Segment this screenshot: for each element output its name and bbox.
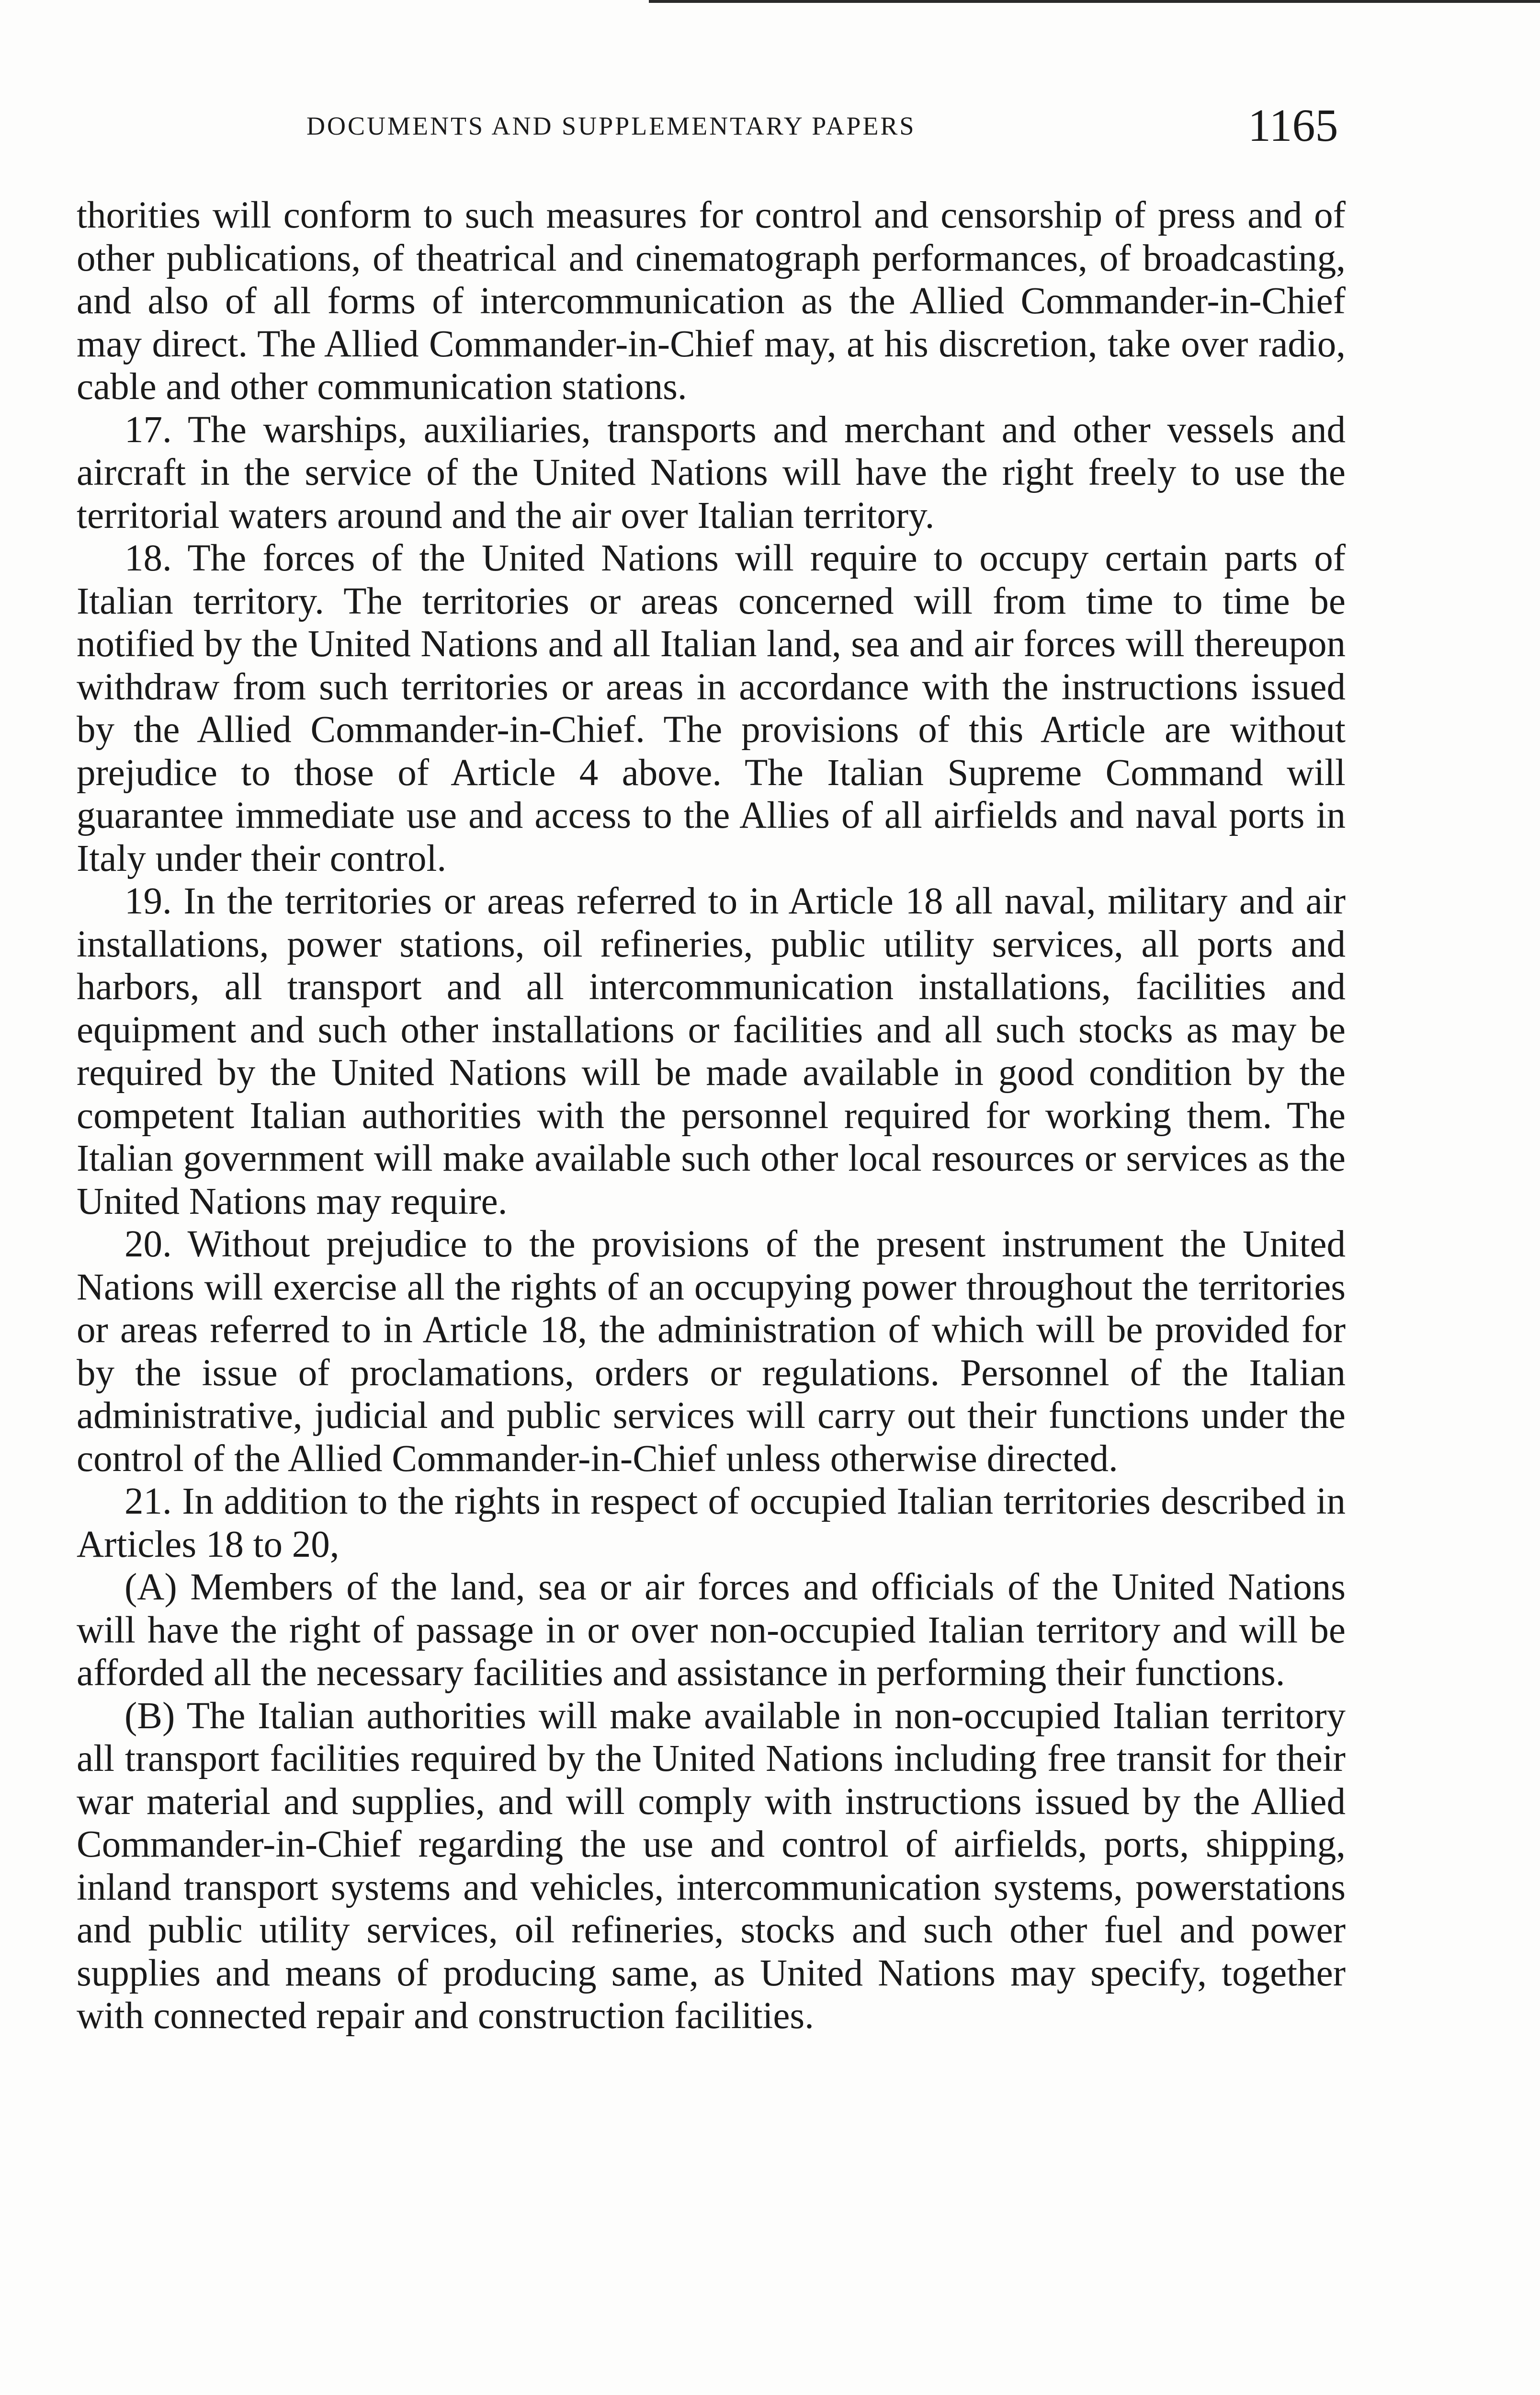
- paragraph-article-18: 18. The forces of the United Nations will require to occupy certain parts of Italian territory. The territories or areas concerned will from time to time be notified by the United Nations and all Italian land, sea and air forces will thereupon withdraw from such territories or areas in accordance with the instructions issued by the Allied Commander-in-Chief. The provisions of this Article are without prejudice to those of Article 4 above. The Italian Supreme Command will guarantee immediate use and access to the Allies of all airfields and naval ports in Italy under their control.: [77, 537, 1346, 879]
- page-number: 1165: [1248, 100, 1338, 151]
- body-text: [77, 194, 1346, 2038]
- paragraph-article-21: 21. In addition to the rights in respect of occupied Italian territories described in Articles 18 to 20,: [77, 1481, 1346, 1565]
- running-head: DOCUMENTS AND SUPPLEMENTARY PAPERS: [306, 112, 916, 140]
- paragraph-article-21-b: (B) The Italian authorities will make available in non-occupied Italian territory all transport facilities required by the United Nations including free transit for their war material and supplies, and will comply with instructions issued by the Allied Commander-in-Chief regarding the use and control of airfields, ports, shipping, inland transport systems and vehicles, intercommunication systems, powerstations and public utility services, oil refineries, stocks and such other fuel and power supplies and means of producing same, as United Nations may specify, together with connected repair and construction facilities.: [77, 1695, 1346, 2037]
- paragraph-article-17: 17. The warships, auxiliaries, transports and merchant and other vessels and aircraft in the service of the United Nations will have the right freely to use the territorial waters around and the air over Italian territory.: [77, 409, 1346, 536]
- paragraph-continuation: thorities will conform to such measures for control and censorship of press and of other publications, of theatrical and cinematograph performances, of broadcasting, and also of all forms of intercommunication as the Allied Commander-in-Chief may direct. The Allied Commander-in-Chief may, at his discretion, take over radio, cable and other communication stations.: [77, 194, 1346, 408]
- paragraph-article-20: 20. Without prejudice to the provisions of the present instrument the United Nations will exercise all the rights of an occupying power throughout the territories or areas referred to in Article 18, the administration of which will be provided for by the issue of proclamations, orders or regulations. Personnel of the Italian administrative, judicial and public services will carry out their functions under the control of the Allied Commander-in-Chief unless otherwise directed.: [77, 1223, 1346, 1480]
- paragraph-article-21-a: (A) Members of the land, sea or air forces and officials of the United Nations will have the right of passage in or over non-occupied Italian territory and will be afforded all the necessary facilities and assistance in performing their functions.: [77, 1566, 1346, 1694]
- paragraph-article-19: 19. In the territories or areas referred to in Article 18 all naval, military and air installations, power stations, oil refineries, public utility services, all ports and harbors, all transport and all intercommunication installations, facilities and equipment and such other installations or facilities and all such stocks as may be required by the United Nations will be made available in good condition by the competent Italian authorities with the personnel required for working them. The Italian government will make available such other local resources or services as the United Nations may require.: [77, 880, 1346, 1222]
- top-rule: [649, 0, 1540, 3]
